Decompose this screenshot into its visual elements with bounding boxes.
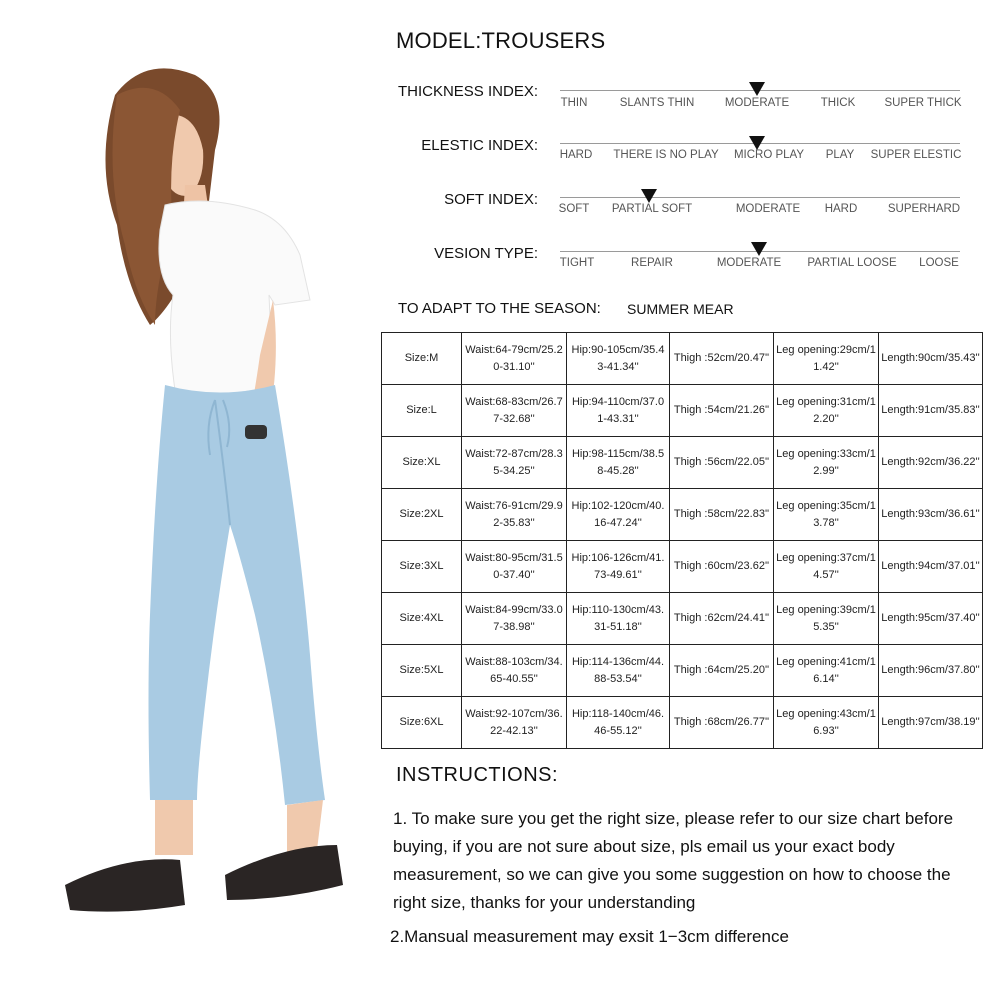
length-cell: Length:93cm/36.61'': [879, 489, 983, 541]
soft-tick: MODERATE: [735, 203, 801, 215]
thigh-cell: Thigh :56cm/22.05'': [670, 437, 774, 489]
table-row: [382, 489, 983, 541]
thickness-tick: SUPER THICK: [884, 97, 962, 109]
leg-opening-cell: Leg opening:43cm/16.93'': [774, 697, 879, 749]
thigh-cell: Thigh :54cm/21.26'': [670, 385, 774, 437]
thickness-tick: MODERATE: [724, 97, 790, 109]
length-cell: Length:96cm/37.80'': [879, 645, 983, 697]
page-title: MODEL:TROUSERS: [396, 28, 606, 53]
hip-cell: Hip:102-120cm/40.16-47.24'': [567, 489, 670, 541]
hip-cell: Hip:94-110cm/37.01-43.31'': [567, 385, 670, 437]
version-type-label: VESION TYPE:: [434, 245, 538, 262]
length-cell: Length:97cm/38.19'': [879, 697, 983, 749]
waist-cell: Waist:80-95cm/31.50-37.40'': [462, 541, 567, 593]
hip-cell: Hip:110-130cm/43.31-51.18'': [567, 593, 670, 645]
hip-cell: Hip:114-136cm/44.88-53.54'': [567, 645, 670, 697]
waist-cell: Waist:92-107cm/36.22-42.13'': [462, 697, 567, 749]
size-cell: Size:5XL: [382, 645, 462, 697]
waist-cell: Waist:72-87cm/28.35-34.25'': [462, 437, 567, 489]
thickness-tick: THIN: [560, 97, 588, 109]
size-table: [381, 332, 983, 749]
elastic-tick: MICRO PLAY: [733, 149, 805, 161]
leg-opening-cell: Leg opening:29cm/11.42'': [774, 333, 879, 385]
leg-opening-cell: Leg opening:37cm/14.57'': [774, 541, 879, 593]
table-row: [382, 645, 983, 697]
waist-cell: Waist:76-91cm/29.92-35.83'': [462, 489, 567, 541]
length-cell: Length:92cm/36.22'': [879, 437, 983, 489]
version-tick: TIGHT: [559, 257, 595, 269]
table-row: [382, 437, 983, 489]
size-cell: Size:M: [382, 333, 462, 385]
leg-opening-cell: Leg opening:33cm/12.99'': [774, 437, 879, 489]
elastic-tick: HARD: [559, 149, 593, 161]
elastic-marker-icon: [749, 136, 765, 150]
length-cell: Length:94cm/37.01'': [879, 541, 983, 593]
length-cell: Length:90cm/35.43'': [879, 333, 983, 385]
waist-cell: Waist:88-103cm/34.65-40.55'': [462, 645, 567, 697]
waist-cell: Waist:84-99cm/33.07-38.98'': [462, 593, 567, 645]
soft-marker-icon: [641, 189, 657, 203]
leg-opening-cell: Leg opening:41cm/16.14'': [774, 645, 879, 697]
version-tick: LOOSE: [919, 257, 959, 269]
season-label: TO ADAPT TO THE SEASON:: [398, 300, 601, 317]
size-cell: Size:4XL: [382, 593, 462, 645]
hip-cell: Hip:98-115cm/38.58-45.28'': [567, 437, 670, 489]
hip-cell: Hip:106-126cm/41.73-49.61'': [567, 541, 670, 593]
table-row: [382, 697, 983, 749]
version-tick: MODERATE: [716, 257, 782, 269]
leg-opening-cell: Leg opening:35cm/13.78'': [774, 489, 879, 541]
version-tick: PARTIAL LOOSE: [807, 257, 897, 269]
version-tick: REPAIR: [631, 257, 673, 269]
soft-index-scale: [560, 197, 960, 198]
thigh-cell: Thigh :68cm/26.77'': [670, 697, 774, 749]
thickness-tick: SLANTS THIN: [619, 97, 695, 109]
soft-tick: PARTIAL SOFT: [611, 203, 693, 215]
version-marker-icon: [751, 242, 767, 256]
thigh-cell: Thigh :52cm/20.47'': [670, 333, 774, 385]
elastic-tick: PLAY: [825, 149, 855, 161]
thickness-marker-icon: [749, 82, 765, 96]
length-cell: Length:95cm/37.40'': [879, 593, 983, 645]
thigh-cell: Thigh :62cm/24.41'': [670, 593, 774, 645]
thickness-index-label: THICKNESS INDEX:: [397, 83, 538, 100]
leg-opening-cell: Leg opening:39cm/15.35'': [774, 593, 879, 645]
table-row: [382, 333, 983, 385]
elastic-tick: SUPER ELESTIC: [870, 149, 962, 161]
leg-opening-cell: Leg opening:31cm/12.20'': [774, 385, 879, 437]
table-row: [382, 541, 983, 593]
table-row: [382, 593, 983, 645]
thigh-cell: Thigh :60cm/23.62'': [670, 541, 774, 593]
soft-index-label: SOFT INDEX:: [444, 191, 538, 208]
thigh-cell: Thigh :58cm/22.83'': [670, 489, 774, 541]
elastic-tick: THERE IS NO PLAY: [613, 149, 719, 161]
instructions-title: INSTRUCTIONS:: [396, 764, 559, 786]
model-photo: [55, 55, 355, 925]
thickness-tick: THICK: [820, 97, 856, 109]
season-value: SUMMER MEAR: [627, 301, 734, 317]
thigh-cell: Thigh :64cm/25.20'': [670, 645, 774, 697]
size-cell: Size:3XL: [382, 541, 462, 593]
table-row: [382, 385, 983, 437]
waist-cell: Waist:64-79cm/25.20-31.10'': [462, 333, 567, 385]
size-cell: Size:XL: [382, 437, 462, 489]
size-cell: Size:L: [382, 385, 462, 437]
waist-cell: Waist:68-83cm/26.77-32.68'': [462, 385, 567, 437]
soft-tick: SOFT: [558, 203, 590, 215]
size-cell: Size:6XL: [382, 697, 462, 749]
instruction-item-1: 1. To make sure you get the right size, please refer to our size chart before buying, if you are not sure about size, pls email us your exact body measurement, so we can give you some suggestion on how to choose the right size, thanks for your understanding: [393, 809, 954, 912]
hip-cell: Hip:118-140cm/46.46-55.12'': [567, 697, 670, 749]
size-cell: Size:2XL: [382, 489, 462, 541]
hip-cell: Hip:90-105cm/35.43-41.34'': [567, 333, 670, 385]
instruction-item-2: 2.Mansual measurement may exsit 1−3cm difference: [390, 927, 789, 946]
length-cell: Length:91cm/35.83'': [879, 385, 983, 437]
elastic-index-label: ELESTIC INDEX:: [421, 137, 538, 154]
soft-tick: HARD: [824, 203, 858, 215]
soft-tick: SUPERHARD: [887, 203, 961, 215]
